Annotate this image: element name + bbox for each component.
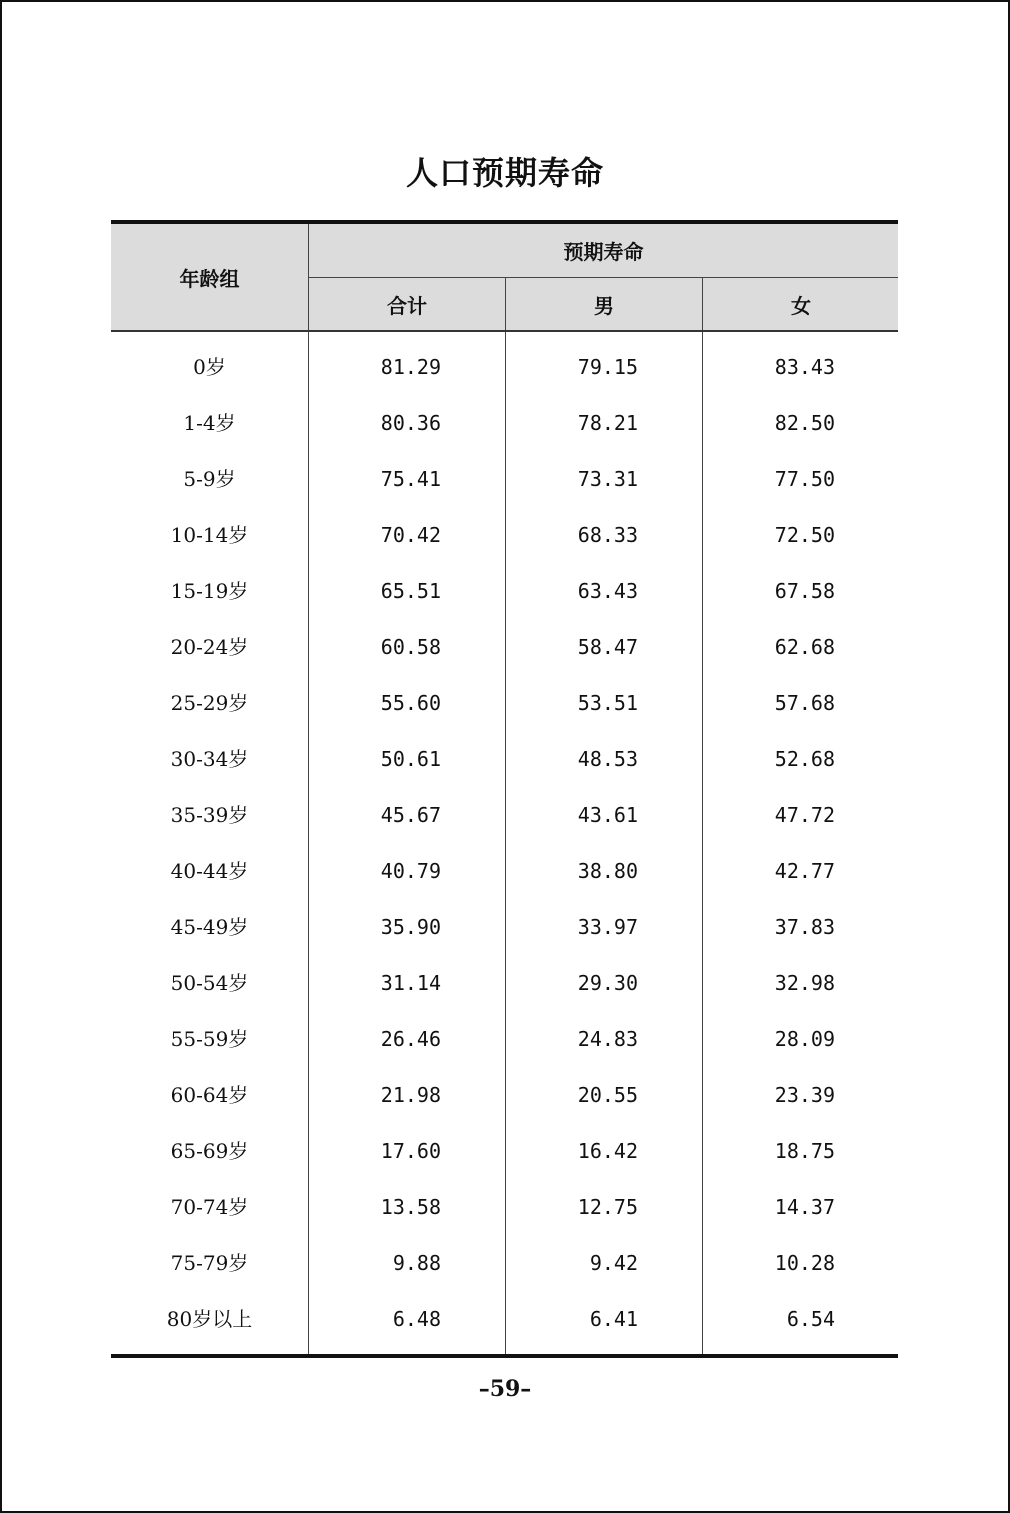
age-cell: 10-14岁 [170, 523, 249, 547]
table-row [111, 1011, 898, 1067]
total-cell: 17.60 [380, 1139, 441, 1163]
female-header: 女 [791, 293, 811, 318]
female-cell: 23.39 [774, 1083, 835, 1107]
female-cell: 18.75 [774, 1139, 835, 1163]
age-cell: 40-44岁 [170, 859, 249, 883]
table-row [111, 843, 898, 899]
table-header [111, 224, 898, 330]
age-cell: 0岁 [193, 355, 226, 379]
total-cell: 70.42 [380, 523, 441, 547]
total-cell: 60.58 [380, 635, 441, 659]
total-cell: 31.14 [380, 971, 441, 995]
page-number: –59– [478, 1376, 532, 1402]
male-cell: 20.55 [577, 1083, 638, 1107]
table-row [111, 395, 898, 451]
male-cell: 29.30 [577, 971, 638, 995]
age-cell: 20-24岁 [170, 635, 249, 659]
female-cell: 77.50 [774, 467, 835, 491]
total-cell: 45.67 [380, 803, 441, 827]
female-cell: 47.72 [774, 803, 835, 827]
table-row [111, 1123, 898, 1179]
male-cell: 33.97 [577, 915, 638, 939]
age-cell: 15-19岁 [170, 579, 249, 603]
table-row [111, 675, 898, 731]
table-row [111, 1235, 898, 1291]
table-row [111, 563, 898, 619]
total-cell: 80.36 [380, 411, 441, 435]
total-cell: 81.29 [380, 355, 441, 379]
table-row [111, 1291, 898, 1347]
age-cell: 25-29岁 [170, 691, 249, 715]
total-cell: 26.46 [380, 1027, 441, 1051]
female-cell: 14.37 [774, 1195, 835, 1219]
male-cell: 53.51 [577, 691, 638, 715]
table-row [111, 899, 898, 955]
male-cell: 9.42 [589, 1251, 638, 1275]
total-cell: 21.98 [380, 1083, 441, 1107]
male-header: 男 [594, 293, 614, 318]
total-cell: 65.51 [380, 579, 441, 603]
table-row [111, 787, 898, 843]
age-cell: 45-49岁 [170, 915, 249, 939]
male-cell: 38.80 [577, 859, 638, 883]
age-cell: 5-9岁 [183, 467, 236, 491]
table-row [111, 731, 898, 787]
table-row [111, 339, 898, 395]
female-cell: 6.54 [786, 1307, 835, 1331]
female-cell: 72.50 [774, 523, 835, 547]
female-cell: 67.58 [774, 579, 835, 603]
female-cell: 62.68 [774, 635, 835, 659]
male-cell: 78.21 [577, 411, 638, 435]
male-cell: 73.31 [577, 467, 638, 491]
total-cell: 75.41 [380, 467, 441, 491]
table-row [111, 1179, 898, 1235]
male-cell: 79.15 [577, 355, 638, 379]
total-cell: 40.79 [380, 859, 441, 883]
male-cell: 43.61 [577, 803, 638, 827]
total-cell: 9.88 [392, 1251, 441, 1275]
male-cell: 16.42 [577, 1139, 638, 1163]
total-header: 合计 [387, 293, 427, 318]
life-expectancy-header: 预期寿命 [563, 240, 644, 264]
male-cell: 12.75 [577, 1195, 638, 1219]
age-cell: 65-69岁 [170, 1139, 249, 1163]
age-cell: 60-64岁 [170, 1083, 249, 1107]
female-cell: 28.09 [774, 1027, 835, 1051]
total-cell: 6.48 [392, 1307, 441, 1331]
age-cell: 50-54岁 [170, 971, 249, 995]
female-cell: 32.98 [774, 971, 835, 995]
age-cell: 70-74岁 [170, 1195, 249, 1219]
female-cell: 52.68 [774, 747, 835, 771]
female-cell: 57.68 [774, 691, 835, 715]
male-cell: 68.33 [577, 523, 638, 547]
table-row [111, 955, 898, 1011]
male-cell: 58.47 [577, 635, 638, 659]
page-title: 人口预期寿命 [405, 154, 604, 192]
age-cell: 35-39岁 [170, 803, 249, 827]
female-cell: 10.28 [774, 1251, 835, 1275]
age-cell: 30-34岁 [170, 747, 249, 771]
total-cell: 55.60 [380, 691, 441, 715]
age-group-header: 年龄组 [179, 266, 240, 291]
total-cell: 35.90 [380, 915, 441, 939]
male-cell: 24.83 [577, 1027, 638, 1051]
male-cell: 63.43 [577, 579, 638, 603]
table-body [111, 332, 898, 1354]
age-cell: 80岁以上 [166, 1307, 253, 1331]
table-row [111, 451, 898, 507]
table-bottom-rule [111, 1354, 898, 1358]
female-cell: 82.50 [774, 411, 835, 435]
total-cell: 50.61 [380, 747, 441, 771]
age-cell: 55-59岁 [170, 1027, 249, 1051]
life-expectancy-table [111, 220, 898, 1358]
female-cell: 42.77 [774, 859, 835, 883]
female-cell: 83.43 [774, 355, 835, 379]
female-cell: 37.83 [774, 915, 835, 939]
table-row [111, 1067, 898, 1123]
table-row [111, 507, 898, 563]
age-cell: 75-79岁 [170, 1251, 249, 1275]
male-cell: 6.41 [589, 1307, 638, 1331]
age-cell: 1-4岁 [183, 411, 236, 435]
table-row [111, 619, 898, 675]
total-cell: 13.58 [380, 1195, 441, 1219]
male-cell: 48.53 [577, 747, 638, 771]
